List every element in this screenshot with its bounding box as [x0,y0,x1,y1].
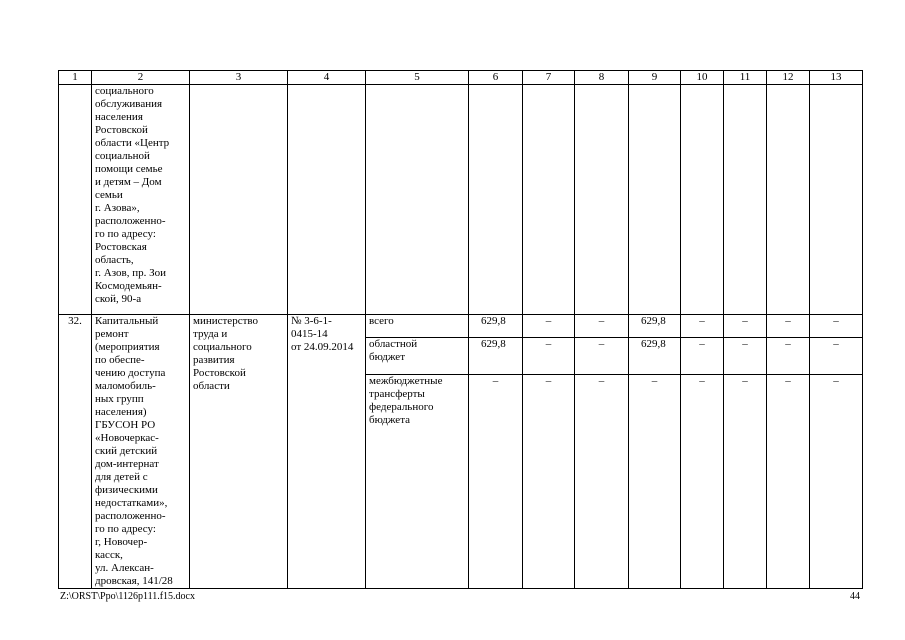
header-cell: 6 [469,71,523,85]
cell-value: 629,8 [629,315,681,338]
cell-value: – [575,337,629,374]
cell-value: 629,8 [469,337,523,374]
header-cell: 8 [575,71,629,85]
footer-file-path: Z:\ORST\Ppo\1126p111.f15.docx [60,591,195,602]
cell-value: – [681,337,724,374]
cell-ministry: министерство труда и социального развития Ростовской области [190,315,288,589]
cell-empty [629,85,681,315]
header-cell: 1 [59,71,92,85]
cell-value: – [523,337,575,374]
cell-value: – [681,374,724,588]
header-cell: 2 [92,71,190,85]
cell-empty [724,85,767,315]
header-cell: 12 [767,71,810,85]
cell-value: – [523,374,575,588]
cell-value: – [724,315,767,338]
header-row [59,71,863,85]
header-cell: 11 [724,71,767,85]
cell-empty [575,85,629,315]
cell-source-label: областной бюджет [366,337,469,374]
cell-source-label: всего [366,315,469,338]
cell-value: – [767,315,810,338]
cell-value: – [523,315,575,338]
cell-value: – [469,374,523,588]
cell-value: – [810,374,863,588]
cell-empty [366,85,469,315]
header-cell: 7 [523,71,575,85]
cell-source-label: межбюджетные трансферты федерального бюджета [366,374,469,588]
cell-value: – [767,337,810,374]
header-cell: 4 [288,71,366,85]
cell-empty [523,85,575,315]
cell-value: – [575,315,629,338]
header-cell: 3 [190,71,288,85]
cell-value: – [629,374,681,588]
row-number: 32. [59,315,92,589]
cell-value: – [681,315,724,338]
header-cell: 13 [810,71,863,85]
cell-value: 629,8 [629,337,681,374]
cell-object-continued: социального обслуживания населения Ростовской области «Центр социальной помощи семье и детям – Дом семьи г. Азова», расположенно- го по адресу: Ростовская область, г. Азов, пр. Зои Космодемьян- ской, 90-а [92,85,190,315]
cell-value: – [724,374,767,588]
cell-value: – [575,374,629,588]
table-row-32 [59,315,863,338]
cell-value: 629,8 [469,315,523,338]
cell-num [59,85,92,315]
header-cell: 5 [366,71,469,85]
cell-object: Капитальный ремонт (мероприятия по обеспе- чению доступа маломобиль- ных групп населения) ГБУСОН РО «Новочеркас- ский детский дом-интернат для детей с физическими недостатками», расположенно- го по адресу: г, Новочер- касск, ул. Алексан- дровская, 141/28 [92,315,190,589]
cell-empty [767,85,810,315]
cell-empty [190,85,288,315]
cell-document: № 3-6-1- 0415-14 от 24.09.2014 [288,315,366,589]
header-cell: 10 [681,71,724,85]
cell-empty [288,85,366,315]
table-row-continued [59,85,863,315]
cell-empty [681,85,724,315]
cell-value: – [810,337,863,374]
cell-empty [469,85,523,315]
cell-value: – [767,374,810,588]
data-table [58,70,863,589]
page-number: 44 [850,591,860,602]
cell-value: – [810,315,863,338]
cell-empty [810,85,863,315]
cell-value: – [724,337,767,374]
header-cell: 9 [629,71,681,85]
